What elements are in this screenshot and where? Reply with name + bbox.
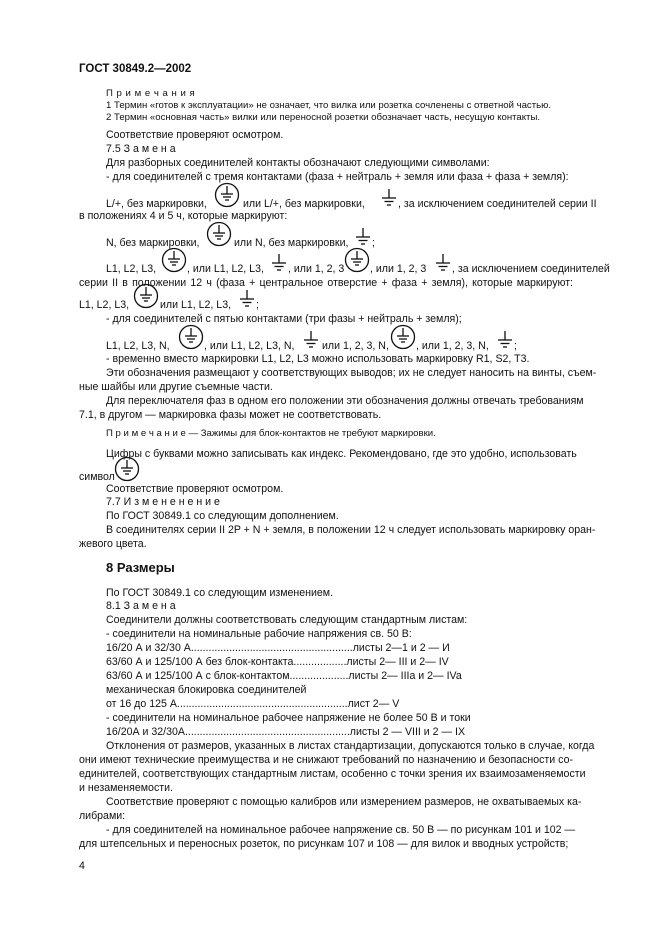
section-8-text: Соединители должны соответствовать следующим стандартным листам: [106,614,468,626]
gauge-text: Соответствие проверяют с помощью калибров или измерением размеров, не охватываемых ка- [106,796,582,808]
section-7-5-heading: 7.5 З а м е н а [106,143,176,155]
protective-earth-icon [161,247,187,273]
deviation-text: единителей, соответствующих стандартным листам, особенно с точки зрения их взаимозаменяемости [79,768,586,780]
marking-text: L1, L2, L3, [79,299,130,311]
section-7-7-text: По ГОСТ 30849.1 со следующим дополнением. [106,510,339,522]
marking-text: ; [514,340,517,352]
switch-text: Для переключателя фаз в одном его положении эти обозначения должны отвечать требованиям [106,395,584,407]
placement-text: Эти обозначения размещают у соответствующих выводов; их не следует наносить на винты, съем- [106,367,597,379]
protective-earth-icon [133,283,159,309]
note-item-2: 2 Термин «основная часть» вилки или переносной розетки обозначает часть, несущую контакты. [106,112,541,123]
digits-text: Цифры с буквами можно записывать как индекс. Рекомендовано, где это удобно, использовать [106,448,577,460]
check-text: Соответствие проверяют осмотром. [106,129,284,141]
switch-text: 7.1, в другом — маркировка фазы может не соответствовать. [79,409,382,421]
marking-text: , или L1, L2, L3, [187,263,264,275]
earth-icon [380,188,398,208]
section-8-text: По ГОСТ 30849.1 со следующим изменением. [106,587,334,599]
marking-text: или N, без маркировки, [234,237,349,249]
earth-icon [238,289,256,309]
marking-text: , или 1, 2, 3, N, [416,340,489,352]
section-7-7-heading: 7.7 И з м е н е н е н и е [106,496,220,508]
protective-earth-icon [344,247,370,273]
protective-earth-icon [214,182,240,208]
sheet-row: 16/20 А и 32/30 А.......................................................листы 2—1 и 2 — И [106,642,450,654]
earth-icon [354,227,372,247]
marking-text: , или 1, 2, 3 [370,263,427,275]
note-item-1: 1 Термин «готов к эксплуатации» не означает, что вилка или розетка сочленены с ответной частью. [106,100,551,111]
deviation-text: они имеют технические преимущества и не снижают требований по назначению и безопасности со- [79,754,573,766]
five-contacts-line: - для соединителей с пятью контактами (три фазы + нейтраль + земля); [106,313,462,325]
section-7-7-text: В соединителях серии II 2P + N + земля, в положении 12 ч следует использовать маркировку оран- [106,524,596,536]
marking-text: , за исключением соединителей серии II [398,198,597,210]
marking-text: N, без маркировки, [106,237,200,249]
earth-icon [302,330,320,350]
marking-text: или 1, 2, 3, N, [322,340,389,352]
refs-text: - для соединителей на номинальное рабочее напряжение св. 50 В — по рисункам 101 и 102 — [106,824,576,836]
three-contacts-line: - для соединителей с тремя контактами (фаза + нейтраль + земля или фаза + фаза + земля): [106,171,569,183]
contacts-intro: Для разборных соединителей контакты обозначают следующими символами: [106,157,490,169]
marking-text: , или L1, L2, L3, N, [204,340,295,352]
earth-icon [496,330,514,350]
marking-text: ; [256,299,259,311]
marking-text: L1, L2, L3, N, [106,340,170,352]
section-8-text: - соединители на номинальные рабочие напряжения св. 50 В: [106,628,412,640]
note-terminals: П р и м е ч а н и е — Зажимы для блок-контактов не требуют маркировки. [106,428,436,439]
marking-text: в положениях 4 и 5 ч, которые маркируют: [79,210,288,222]
marking-text: серии II в положении 12 ч (фаза + центральное отверстие + фаза + земля), которые маркируют: [79,277,573,289]
protective-earth-icon [206,221,232,247]
section-8-title: 8 Размеры [106,560,175,575]
marking-text: L1, L2, L3, [106,263,157,275]
marking-text: или L1, L2, L3, [160,299,232,311]
section-7-7-text: жевого цвета. [79,538,147,550]
sheet-row: механическая блокировка соединителей [106,684,307,696]
sheet-row: 63/60 А и 125/100 А с блок-контактом....................листы 2— IIIa и 2— IVa [106,670,462,682]
section-8-1-heading: 8.1 З а м е н а [106,600,176,612]
protective-earth-icon [178,324,204,350]
protective-earth-icon [390,324,416,350]
earth-icon [270,253,288,273]
earth-icon [434,253,452,273]
placement-text: ные шайбы или другие съемные части. [79,381,273,393]
marking-text: , за исключением соединителей [452,263,610,275]
deviation-text: и незаменяемости. [79,782,173,794]
marking-text: или L/+, без маркировки, [243,198,365,210]
page-number: 4 [79,860,85,872]
marking-text: ; [372,237,375,249]
sheet-row: 63/60 А и 125/100 А без блок-контакта..................листы 2— III и 2— IV [106,656,449,668]
section-8-text: - соединители на номинальное рабочее напряжение не более 50 В и токи [106,712,471,724]
deviation-text: Отклонения от размеров, указанных в листах стандартизации, допускаются только в случае, когда [106,740,595,752]
notes-title: П р и м е ч а н и я [106,88,196,99]
temporary-marking-line: - временно вместо маркировки L1, L2, L3 можно использовать маркировку R1, S2, T3. [106,353,530,365]
marking-text: L/+, без маркировки, [106,198,207,210]
digits-text: символ [79,471,115,483]
sheet-row: от 16 до 125 А..........................................................лист 2— V [106,698,400,710]
protective-earth-icon [114,456,140,482]
sheet-row: 16/20А и 32/30А........................................................листы 2 — VIII и 2 — IX [106,726,466,738]
marking-text: , или 1, 2, 3 [288,263,345,275]
standard-header: ГОСТ 30849.2—2002 [79,63,192,75]
gauge-text: либрами: [79,810,126,822]
check-text: Соответствие проверяют осмотром. [106,483,284,495]
refs-text: для штепсельных и переносных розеток, по рисункам 107 и 108 — для вилок и вводных устройств; [79,838,569,850]
